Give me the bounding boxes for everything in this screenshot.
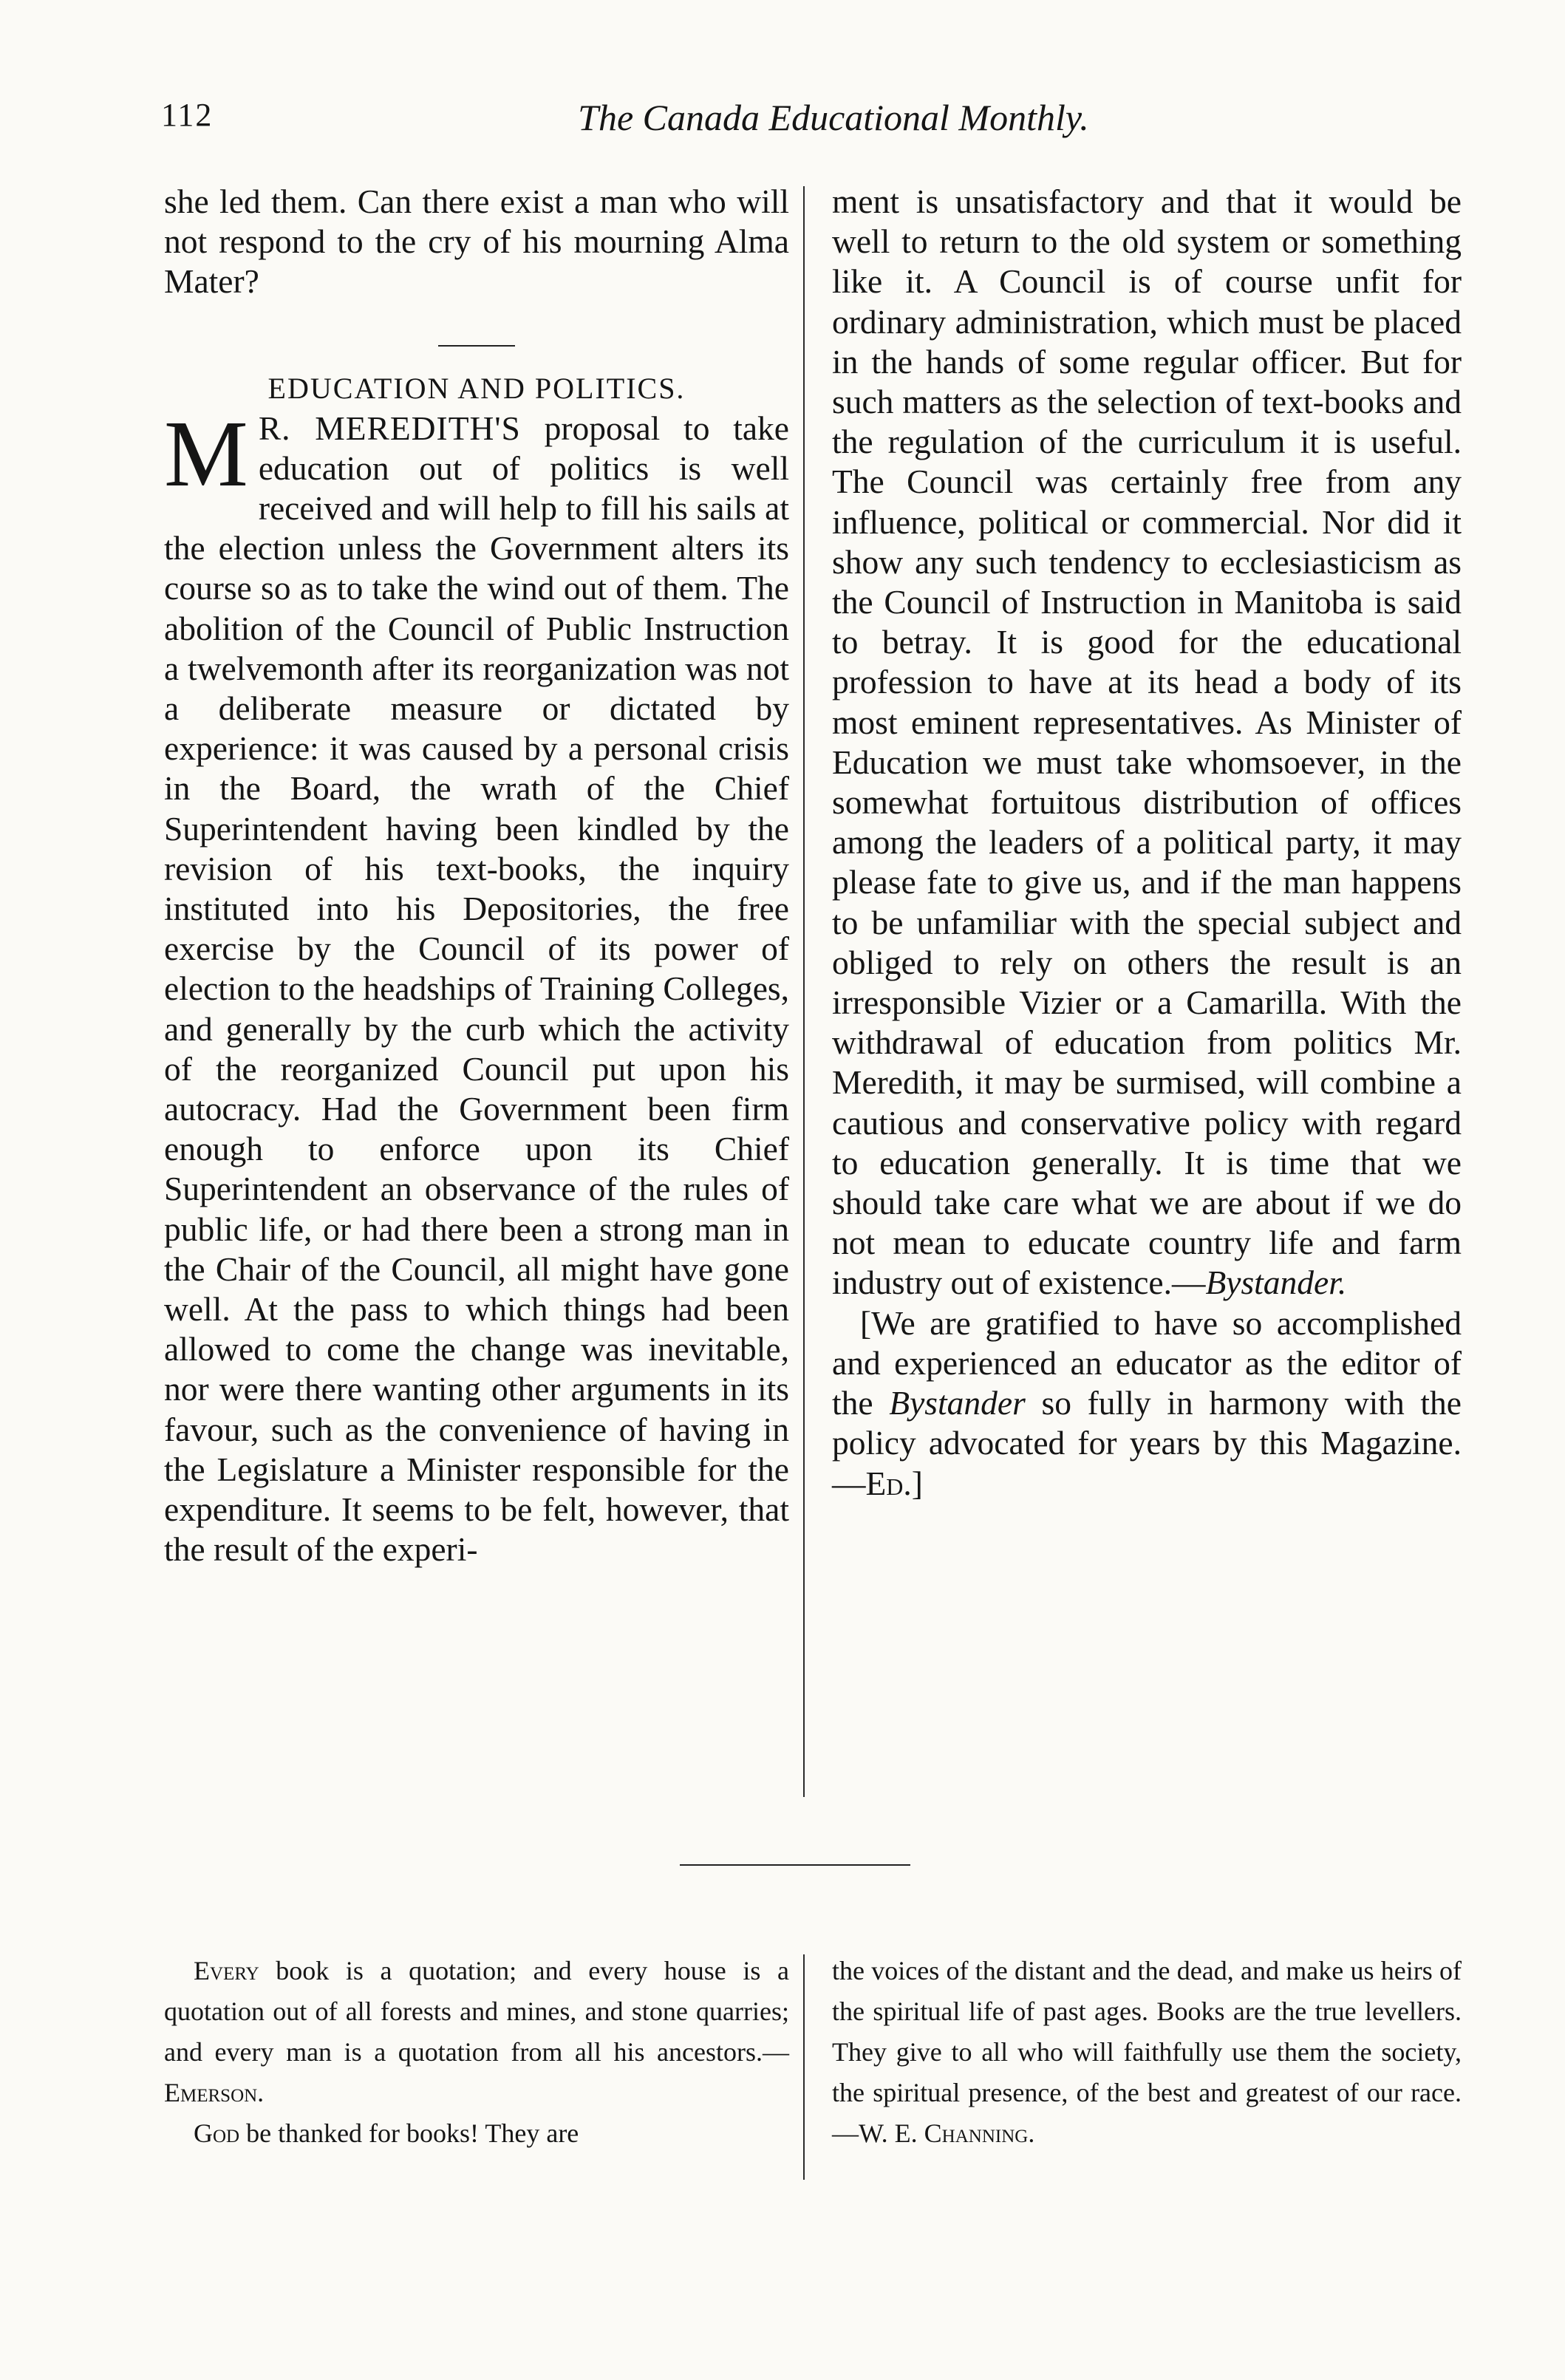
column-divider [803,186,805,1797]
editor-note [832,1303,1462,1504]
channing-text-right: the voices of the distant and the dead, and make us heirs of the spiritual life of past ages. Books are the true levellers. They give to all who will faithfully use them the society, the spiritual presence, of the best and greatest of our race.— [832,1956,1462,2148]
lead-caps: R. MEREDITH'S [258,409,521,447]
channing-text-left: be thanked for books! They are [239,2118,579,2148]
channing-quotation-end [832,1951,1462,2154]
quotations-right-column [832,1951,1462,2154]
quotations-column-divider [803,1954,805,2180]
page-number: 112 [161,97,214,133]
quotations-divider [680,1864,910,1866]
running-head [161,96,1462,155]
emerson-lead: Every [194,1956,259,1985]
opening-paragraph: she led them. Can there exist a man who will not respond to the cry of his mourning Alma Mater? [164,183,789,301]
article-paragraph [164,400,790,1570]
editor-note-italic: Bystander [889,1384,1026,1422]
journal-title: The Canada Educational Monthly. [578,97,1089,138]
editor-note-text-after: so fully in harmony with the policy advocated for years by this Magazine.— [832,1384,1462,1502]
editor-note-sign: Ed. [865,1464,912,1502]
article-signature: Bystander. [1205,1264,1347,1302]
quotations-left-column [164,1951,789,2154]
drop-cap: M [164,400,248,506]
article-body-right: ment is unsatisfactory and that it would be well to return to the old system or something like it. A Council is of course unfit for ordinary administration, which must be placed in the hands of some regular officer. But for such matters as the selection of text-books and the regulation of the curriculum it is useful. The Council was certainly free from any influence, political or commercial. Nor did it show any such tendency to ecclesiasticism as the Council of Instruction in Manitoba is said to betray. It is good for the educational profession to have at its head a body of its most eminent representatives. As Minister of Education we must take whomsoever, in the somewhat fortuitous distribution of offices among the leaders of a political party, it may please fate to give us, and if the man happens to be unfamiliar with the special subject and obliged to rely on others the result is an irresponsible Vizier or a Camarilla. With the withdrawal of education from politics Mr. Meredith, it may be surmised, will combine a cautious and conservative policy with regard to education generally. It is time that we should take care what we are about if we do not mean to educate country life and farm industry out of existence.— [832,183,1462,1302]
article-body-left: proposal to take education out of politics is well received and will help to fill his sails at the election unless the Government alters its course so as to take the wind out of them. The abolition of the Council of Public Instruction a twelvemonth after its reorganization was not a deliberate measure or dictated by experience: it was caused by a personal crisis in the Board, the wrath of the Chief Superintendent having been kindled by the revision of his text-books, the inquiry instituted into his Depositories, the free exercise by the Council of its power of election to the headships of Training Colleges, and generally by the curb which the activity of the reorganized Council put upon his autocracy. Had the Government been firm enough to enforce upon its Chief Superintendent an observance of the rules of public life, or had there been a strong man in the Chair of the Council, all might have gone well. At the pass to which things had been allowed to come the change was inevitable, nor were there wanting other arguments in its favour, such as the convenience of having in the Legislature a Minister responsible for the expenditure. It seems to be felt, however, that the result of the experi- [164,409,790,1569]
section-divider [438,345,515,347]
editor-note-text: [We are gratified to have so accomplished and experienced an educator as the editor of the [832,1303,1462,1422]
channing-lead: God [194,2118,240,2148]
article-paragraph-continued [832,182,1462,1303]
emerson-text: book is a quotation; and every house is a quotation out of all forests and mines, and stone quarries; and every man is a quotation from all his ancestors.— [164,1956,789,2067]
left-column [164,182,789,1570]
editor-note-close: ] [911,1464,923,1502]
emerson-quotation [164,1951,789,2113]
channing-author: W. E. Channing. [859,2118,1035,2148]
emerson-author: Emerson. [164,2078,265,2107]
section-heading: EDUCATION AND POLITICS. [267,371,686,405]
channing-quotation-start [164,2113,789,2154]
right-column [832,182,1462,1504]
